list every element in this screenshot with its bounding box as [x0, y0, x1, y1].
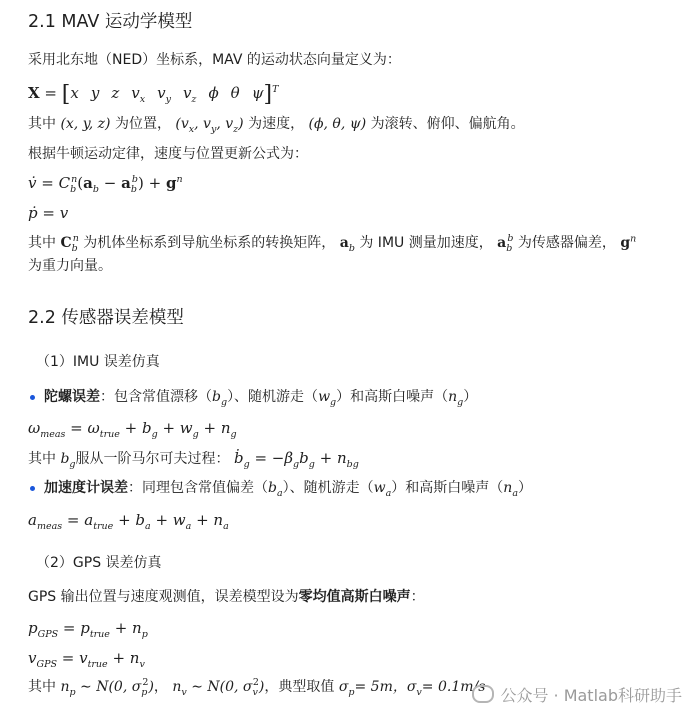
- gyro-error-equation: $\omega_{meas} = \omega_{true} + b_g + w_g + n_g$: [28, 419, 237, 440]
- imu-subheading: （1）IMU 误差仿真: [36, 354, 160, 370]
- comp-y: y: [90, 84, 100, 102]
- symbols-description-line1: 其中 $C_b^n$ 为机体坐标系到导航坐标系的转换矩阵， $a_b$ 为 IMU 测量加速度， $a_b^b$ 为传感器偏差， $g^n$: [28, 233, 637, 254]
- comp-phi: ϕ: [208, 84, 219, 102]
- bullet-dot: [30, 395, 35, 400]
- section-heading-2-2: 2.2 传感器误差模型: [28, 308, 184, 328]
- desc3-c: 为 IMU 测量加速度，: [359, 235, 493, 251]
- gyro-text-a: ：包含常值漂移（: [100, 389, 212, 405]
- sigma-p-value: = 5m，σ: [354, 679, 417, 695]
- gps-subheading: （2）GPS 误差仿真: [36, 555, 162, 571]
- accel-label: 加速度计误差: [44, 480, 128, 496]
- bias-desc-a: 其中: [28, 451, 56, 467]
- gyro-label: 陀螺误差: [44, 389, 100, 405]
- comp-theta: θ: [230, 84, 240, 102]
- gps-intro-bold: 零均值高斯白噪声: [298, 589, 411, 605]
- equals-sign: =: [44, 84, 57, 102]
- noise-desc-b: ，典型取值: [264, 679, 335, 695]
- accel-symbol: a: [28, 511, 37, 529]
- gps-p-symbol: p: [28, 619, 38, 637]
- comp-vx: v: [131, 84, 140, 102]
- comp-vy: v: [157, 84, 166, 102]
- gyro-text-d: ）: [463, 389, 478, 405]
- watermark: [472, 683, 682, 706]
- state-symbol: X: [28, 84, 40, 102]
- position-update-equation: ṗ = v: [28, 204, 69, 222]
- gps-v-symbol: v: [28, 649, 37, 667]
- sub-y: y: [165, 94, 171, 105]
- bullet-dot: [30, 486, 35, 491]
- comp-x: x: [70, 84, 79, 102]
- gyro-text-b: ）、随机游走（: [227, 389, 319, 405]
- velocity-update-equation: v̇ = $C_b^n(a_b - a_b^b) + g^n$: [28, 174, 183, 195]
- gps-position-equation: $p_{GPS} = p_{true} + n_p$: [28, 619, 148, 640]
- vdot-eq-head: v̇ = C: [28, 174, 71, 192]
- accel-text-d: ）: [518, 480, 532, 496]
- watermark-text: 公众号 · Matlab科研助手: [500, 686, 682, 705]
- comp-psi: ψ: [251, 84, 264, 102]
- comp-z: z: [111, 84, 120, 102]
- accel-error-equation: $a_{meas} = a_{true} + b_a + w_a + n_a$: [28, 511, 229, 532]
- position-tuple: (x, y, z): [60, 116, 111, 132]
- desc1-a: 其中: [28, 116, 56, 132]
- sigma-p: σ: [338, 679, 349, 695]
- gps-velocity-equation: $v_{GPS} = v_{true} + n_v$: [28, 649, 145, 670]
- gyro-text-c: ）和高斯白噪声（: [336, 389, 449, 405]
- state-vector-equation: X = [x y z $v_x$ $v_y$ $v_z$ ϕ θ ψ]$^T$: [28, 82, 279, 107]
- accel-text-b: ）、随机游走（: [282, 480, 374, 496]
- gyro-bullet: 陀螺误差：包含常值漂移$(b_g)$、随机游走$(w_g)$和高斯白噪声$(n_g)$: [44, 387, 477, 407]
- gps-intro: [28, 587, 425, 607]
- section-heading-2-1: 2.1 MAV 运动学模型: [28, 12, 193, 32]
- wechat-icon: [472, 685, 494, 703]
- omega-symbol: ω: [28, 419, 41, 437]
- desc3-a: 其中: [28, 235, 56, 251]
- sub-x: x: [139, 94, 146, 105]
- sigma-v-value: = 0.1m/s: [421, 679, 486, 695]
- accel-text-c: ）和高斯白噪声（: [391, 480, 504, 496]
- state-description: 其中 (x, y, z) 为位置， ($v_x$, $v_y$, $v_z$) 为速度， (ϕ, θ, ψ) 为滚转、俯仰、偏航角。: [28, 116, 525, 135]
- bias-desc-b: 服从一阶马尔可夫过程：: [75, 451, 230, 467]
- comp-vz: v: [182, 84, 192, 102]
- gps-intro-c: ：: [410, 589, 425, 605]
- symbols-description-line2: 为重力向量。: [28, 258, 112, 274]
- desc3-d: 为传感器偏差，: [517, 235, 616, 251]
- gps-intro-a: GPS 输出位置与速度观测值，误差模型设为: [28, 589, 299, 605]
- velocity-tuple-open: (v: [175, 116, 189, 132]
- desc3-b: 为机体坐标系到导航坐标系的转换矩阵，: [83, 235, 336, 251]
- noise-desc-a: 其中: [28, 679, 56, 695]
- bias-markov-description: 其中 $b_g$服从一阶马尔可夫过程： ḃ$_g$ = $-\beta_gb_g + n_{bg}$: [28, 449, 359, 470]
- transpose-T: T: [272, 84, 279, 95]
- newton-description: 根据牛顿运动定律，速度与位置更新公式为：: [28, 146, 308, 162]
- velocity-tuple-close: ): [238, 116, 244, 132]
- desc1-d: 为滚转、俯仰、偏航角。: [370, 116, 525, 132]
- desc1-c: 为速度，: [248, 116, 305, 132]
- accel-bullet: 加速度计误差：同理包含常值偏差$(b_a)$、随机游走$(w_a)$和高斯白噪声$(n_a)$: [44, 478, 532, 498]
- accel-text-a: ：同理包含常值偏差（: [128, 480, 268, 496]
- desc1-b: 为位置，: [114, 116, 171, 132]
- gps-noise-description: 其中 $n_p$ ∼ N(0, $\sigma_p^2$)， $n_v$ ∼ N(0, $\sigma_v^2$)，典型取值 $\sigma_p= 5m$，$\sigma_v= 0.1m/s$: [28, 677, 486, 698]
- sub-z: z: [191, 94, 197, 105]
- intro-text: 采用北东地（NED）坐标系，MAV 的运动状态向量定义为：: [28, 52, 401, 68]
- attitude-tuple: (ϕ, θ, ψ): [308, 116, 367, 132]
